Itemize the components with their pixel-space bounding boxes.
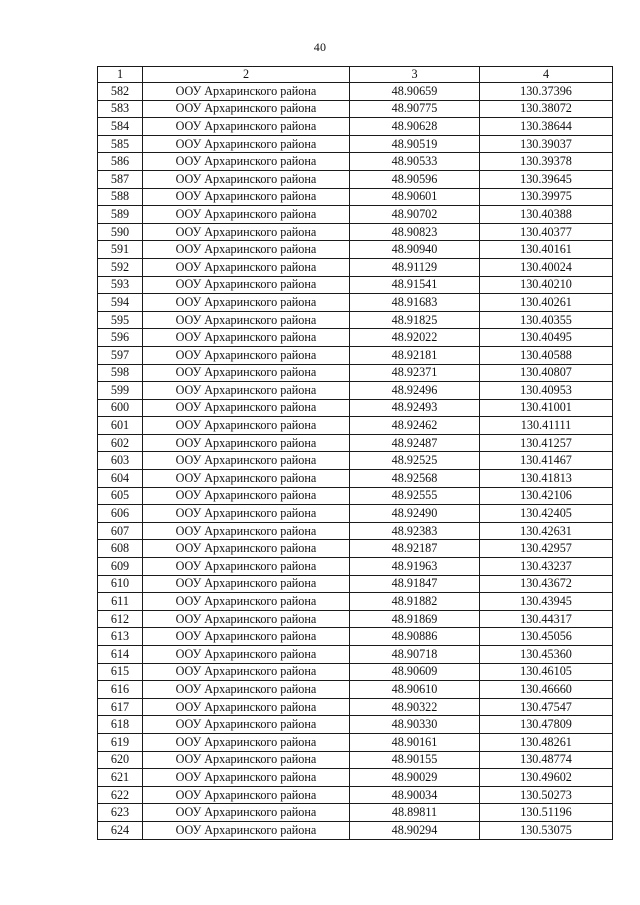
cell-number: 590: [98, 223, 143, 241]
cell-name: ООУ Архаринского района: [143, 434, 350, 452]
cell-number: 615: [98, 663, 143, 681]
coordinates-table: [97, 66, 613, 840]
table-row: [98, 417, 613, 435]
table-row: [98, 399, 613, 417]
cell-longitude: 130.37396: [480, 83, 613, 101]
cell-latitude: 48.90940: [350, 241, 480, 259]
cell-longitude: 130.46660: [480, 681, 613, 699]
cell-name: ООУ Архаринского района: [143, 786, 350, 804]
table-row: [98, 751, 613, 769]
cell-name: ООУ Архаринского района: [143, 382, 350, 400]
cell-latitude: 48.90596: [350, 170, 480, 188]
table-row: [98, 698, 613, 716]
cell-number: 585: [98, 135, 143, 153]
cell-latitude: 48.92022: [350, 329, 480, 347]
cell-longitude: 130.39378: [480, 153, 613, 171]
table-row: [98, 276, 613, 294]
cell-longitude: 130.42631: [480, 522, 613, 540]
table-row: [98, 83, 613, 101]
table-body: [98, 83, 613, 840]
table-row: [98, 364, 613, 382]
cell-number: 622: [98, 786, 143, 804]
column-header-number: 1: [98, 67, 143, 83]
cell-number: 599: [98, 382, 143, 400]
cell-longitude: 130.41257: [480, 434, 613, 452]
cell-name: ООУ Архаринского района: [143, 364, 350, 382]
cell-name: ООУ Архаринского района: [143, 170, 350, 188]
cell-name: ООУ Архаринского района: [143, 294, 350, 312]
cell-longitude: 130.53075: [480, 821, 613, 839]
cell-longitude: 130.40953: [480, 382, 613, 400]
cell-number: 587: [98, 170, 143, 188]
cell-name: ООУ Архаринского района: [143, 135, 350, 153]
cell-name: ООУ Архаринского района: [143, 593, 350, 611]
cell-name: ООУ Архаринского района: [143, 118, 350, 136]
cell-name: ООУ Архаринского района: [143, 223, 350, 241]
cell-longitude: 130.38072: [480, 100, 613, 118]
cell-longitude: 130.41813: [480, 470, 613, 488]
cell-latitude: 48.90519: [350, 135, 480, 153]
cell-latitude: 48.92493: [350, 399, 480, 417]
cell-longitude: 130.42405: [480, 505, 613, 523]
table-row: [98, 241, 613, 259]
cell-number: 603: [98, 452, 143, 470]
table-row: [98, 593, 613, 611]
table-row: [98, 522, 613, 540]
cell-longitude: 130.39037: [480, 135, 613, 153]
cell-latitude: 48.91825: [350, 311, 480, 329]
table-row: [98, 452, 613, 470]
cell-name: ООУ Архаринского района: [143, 821, 350, 839]
cell-latitude: 48.91882: [350, 593, 480, 611]
column-header-latitude: 3: [350, 67, 480, 83]
cell-latitude: 48.91541: [350, 276, 480, 294]
cell-longitude: 130.41001: [480, 399, 613, 417]
cell-latitude: 48.92568: [350, 470, 480, 488]
cell-longitude: 130.49602: [480, 769, 613, 787]
cell-latitude: 48.92490: [350, 505, 480, 523]
cell-latitude: 48.92181: [350, 346, 480, 364]
table-row: [98, 804, 613, 822]
cell-name: ООУ Архаринского района: [143, 769, 350, 787]
cell-number: 608: [98, 540, 143, 558]
cell-longitude: 130.39975: [480, 188, 613, 206]
cell-number: 600: [98, 399, 143, 417]
cell-latitude: 48.91963: [350, 558, 480, 576]
cell-name: ООУ Архаринского района: [143, 751, 350, 769]
cell-longitude: 130.41111: [480, 417, 613, 435]
cell-number: 598: [98, 364, 143, 382]
cell-name: ООУ Архаринского района: [143, 83, 350, 101]
cell-longitude: 130.51196: [480, 804, 613, 822]
cell-latitude: 48.91683: [350, 294, 480, 312]
cell-longitude: 130.48774: [480, 751, 613, 769]
cell-longitude: 130.48261: [480, 733, 613, 751]
cell-name: ООУ Архаринского района: [143, 522, 350, 540]
cell-name: ООУ Архаринского района: [143, 646, 350, 664]
cell-longitude: 130.43672: [480, 575, 613, 593]
cell-name: ООУ Архаринского района: [143, 452, 350, 470]
cell-number: 595: [98, 311, 143, 329]
table-row: [98, 206, 613, 224]
table-row: [98, 223, 613, 241]
table-row: [98, 470, 613, 488]
cell-name: ООУ Архаринского района: [143, 276, 350, 294]
cell-latitude: 48.92462: [350, 417, 480, 435]
table-header-row: [98, 67, 613, 83]
cell-number: 582: [98, 83, 143, 101]
cell-number: 601: [98, 417, 143, 435]
cell-name: ООУ Архаринского района: [143, 206, 350, 224]
cell-name: ООУ Архаринского района: [143, 399, 350, 417]
cell-number: 592: [98, 258, 143, 276]
cell-longitude: 130.40388: [480, 206, 613, 224]
cell-name: ООУ Архаринского района: [143, 329, 350, 347]
cell-number: 583: [98, 100, 143, 118]
cell-latitude: 48.92383: [350, 522, 480, 540]
table-row: [98, 100, 613, 118]
cell-latitude: 48.90330: [350, 716, 480, 734]
cell-number: 602: [98, 434, 143, 452]
cell-longitude: 130.40807: [480, 364, 613, 382]
cell-latitude: 48.90702: [350, 206, 480, 224]
table-row: [98, 118, 613, 136]
cell-number: 623: [98, 804, 143, 822]
cell-number: 609: [98, 558, 143, 576]
table-row: [98, 733, 613, 751]
table-row: [98, 294, 613, 312]
cell-number: 614: [98, 646, 143, 664]
cell-name: ООУ Архаринского района: [143, 558, 350, 576]
table-row: [98, 628, 613, 646]
table-row: [98, 153, 613, 171]
cell-latitude: 48.90029: [350, 769, 480, 787]
cell-longitude: 130.40588: [480, 346, 613, 364]
cell-longitude: 130.44317: [480, 610, 613, 628]
cell-longitude: 130.40355: [480, 311, 613, 329]
cell-latitude: 48.89811: [350, 804, 480, 822]
cell-name: ООУ Архаринского района: [143, 733, 350, 751]
cell-latitude: 48.92487: [350, 434, 480, 452]
cell-longitude: 130.38644: [480, 118, 613, 136]
cell-longitude: 130.43945: [480, 593, 613, 611]
cell-name: ООУ Архаринского района: [143, 716, 350, 734]
cell-name: ООУ Архаринского района: [143, 417, 350, 435]
cell-number: 591: [98, 241, 143, 259]
table-row: [98, 769, 613, 787]
cell-longitude: 130.45056: [480, 628, 613, 646]
cell-number: 604: [98, 470, 143, 488]
cell-latitude: 48.92496: [350, 382, 480, 400]
table-row: [98, 681, 613, 699]
cell-longitude: 130.40210: [480, 276, 613, 294]
cell-latitude: 48.90886: [350, 628, 480, 646]
cell-number: 606: [98, 505, 143, 523]
table-row: [98, 558, 613, 576]
table-row: [98, 821, 613, 839]
cell-number: 618: [98, 716, 143, 734]
table-row: [98, 487, 613, 505]
cell-name: ООУ Архаринского района: [143, 470, 350, 488]
cell-number: 607: [98, 522, 143, 540]
table-row: [98, 382, 613, 400]
cell-latitude: 48.90155: [350, 751, 480, 769]
table-row: [98, 188, 613, 206]
cell-latitude: 48.90718: [350, 646, 480, 664]
table-row: [98, 575, 613, 593]
cell-number: 588: [98, 188, 143, 206]
cell-number: 620: [98, 751, 143, 769]
cell-name: ООУ Архаринского района: [143, 628, 350, 646]
table-row: [98, 329, 613, 347]
cell-latitude: 48.90533: [350, 153, 480, 171]
cell-name: ООУ Архаринского района: [143, 100, 350, 118]
cell-name: ООУ Архаринского района: [143, 153, 350, 171]
page-number: 40: [313, 40, 327, 54]
cell-name: ООУ Архаринского района: [143, 804, 350, 822]
cell-name: ООУ Архаринского района: [143, 188, 350, 206]
table-row: [98, 610, 613, 628]
cell-number: 605: [98, 487, 143, 505]
cell-name: ООУ Архаринского района: [143, 540, 350, 558]
cell-latitude: 48.91869: [350, 610, 480, 628]
cell-latitude: 48.90659: [350, 83, 480, 101]
cell-longitude: 130.47547: [480, 698, 613, 716]
cell-name: ООУ Архаринского района: [143, 681, 350, 699]
cell-number: 584: [98, 118, 143, 136]
cell-longitude: 130.45360: [480, 646, 613, 664]
cell-latitude: 48.92187: [350, 540, 480, 558]
cell-longitude: 130.40377: [480, 223, 613, 241]
cell-number: 594: [98, 294, 143, 312]
cell-number: 586: [98, 153, 143, 171]
table-row: [98, 434, 613, 452]
cell-longitude: 130.40261: [480, 294, 613, 312]
cell-name: ООУ Архаринского района: [143, 241, 350, 259]
cell-number: 593: [98, 276, 143, 294]
cell-number: 596: [98, 329, 143, 347]
cell-latitude: 48.90628: [350, 118, 480, 136]
cell-number: 613: [98, 628, 143, 646]
cell-number: 611: [98, 593, 143, 611]
cell-latitude: 48.90034: [350, 786, 480, 804]
cell-latitude: 48.90609: [350, 663, 480, 681]
cell-number: 612: [98, 610, 143, 628]
cell-number: 621: [98, 769, 143, 787]
cell-longitude: 130.42106: [480, 487, 613, 505]
table-row: [98, 258, 613, 276]
cell-longitude: 130.50273: [480, 786, 613, 804]
cell-latitude: 48.90601: [350, 188, 480, 206]
table-row: [98, 786, 613, 804]
table-row: [98, 170, 613, 188]
cell-name: ООУ Архаринского района: [143, 258, 350, 276]
cell-number: 597: [98, 346, 143, 364]
cell-latitude: 48.90823: [350, 223, 480, 241]
cell-longitude: 130.43237: [480, 558, 613, 576]
cell-latitude: 48.90775: [350, 100, 480, 118]
cell-latitude: 48.90610: [350, 681, 480, 699]
table-row: [98, 716, 613, 734]
cell-longitude: 130.47809: [480, 716, 613, 734]
column-header-longitude: 4: [480, 67, 613, 83]
cell-name: ООУ Архаринского района: [143, 311, 350, 329]
table-row: [98, 346, 613, 364]
cell-latitude: 48.92371: [350, 364, 480, 382]
cell-latitude: 48.91129: [350, 258, 480, 276]
cell-longitude: 130.39645: [480, 170, 613, 188]
cell-number: 617: [98, 698, 143, 716]
table-row: [98, 311, 613, 329]
column-header-name: 2: [143, 67, 350, 83]
cell-name: ООУ Архаринского района: [143, 610, 350, 628]
cell-longitude: 130.42957: [480, 540, 613, 558]
cell-number: 589: [98, 206, 143, 224]
cell-longitude: 130.40161: [480, 241, 613, 259]
cell-number: 616: [98, 681, 143, 699]
table-row: [98, 135, 613, 153]
cell-longitude: 130.41467: [480, 452, 613, 470]
table-row: [98, 646, 613, 664]
cell-name: ООУ Архаринского района: [143, 698, 350, 716]
cell-name: ООУ Архаринского района: [143, 505, 350, 523]
cell-number: 610: [98, 575, 143, 593]
cell-name: ООУ Архаринского района: [143, 487, 350, 505]
table-row: [98, 505, 613, 523]
cell-name: ООУ Архаринского района: [143, 575, 350, 593]
cell-latitude: 48.90294: [350, 821, 480, 839]
cell-longitude: 130.40024: [480, 258, 613, 276]
cell-number: 624: [98, 821, 143, 839]
cell-name: ООУ Архаринского района: [143, 663, 350, 681]
cell-latitude: 48.90161: [350, 733, 480, 751]
cell-number: 619: [98, 733, 143, 751]
cell-name: ООУ Архаринского района: [143, 346, 350, 364]
cell-latitude: 48.90322: [350, 698, 480, 716]
cell-longitude: 130.40495: [480, 329, 613, 347]
cell-longitude: 130.46105: [480, 663, 613, 681]
cell-latitude: 48.92525: [350, 452, 480, 470]
cell-latitude: 48.92555: [350, 487, 480, 505]
table-row: [98, 663, 613, 681]
table-row: [98, 540, 613, 558]
cell-latitude: 48.91847: [350, 575, 480, 593]
